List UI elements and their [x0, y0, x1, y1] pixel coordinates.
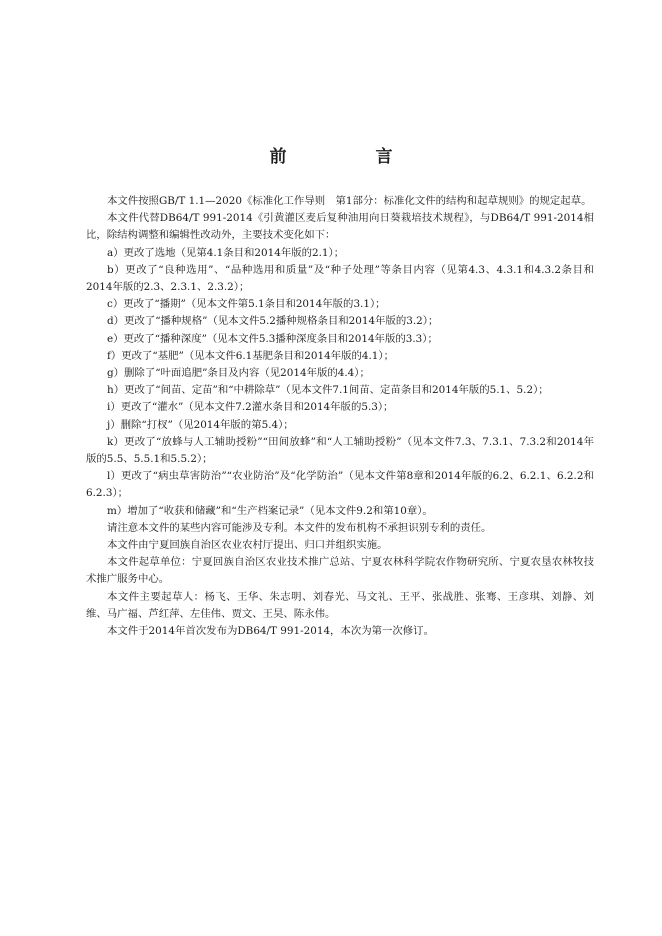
- list-item: d）更改了“播种规格”（见本文件5.2播种规格条目和2014年版的3.2）；: [107, 315, 439, 328]
- list-item: a）更改了选地（见第4.1条目和2014年版的2.1）；: [107, 246, 345, 259]
- paragraph: 本文件起草单位：宁夏回族自治区农业技术推广总站、宁夏农林科学院农作物研究所、宁夏农垦农林牧技术推广服务中心。: [86, 556, 594, 586]
- page-title: 前 言: [269, 147, 429, 167]
- paragraph: 本文件于2014年首次发布为DB64/T 991-2014，本次为第一次修订。: [107, 625, 434, 638]
- list-item: l）更改了“病虫草害防治”“农业防治”及“化学防治”（见本文件第8章和2014年版的6.2、6.2.1、6.2.2和6.2.3）；: [86, 470, 594, 500]
- list-item: j）删除“打杈”（见2014年版的第5.4）；: [107, 418, 294, 431]
- paragraph: 请注意本文件的某些内容可能涉及专利。本文件的发布机构不承担识别专利的责任。: [107, 521, 492, 534]
- paragraph: 本文件按照GB/T 1.1—2020《标准化工作导则 第1部分：标准化文件的结构和起草规则》的规定起草。: [107, 195, 592, 207]
- list-item: h）更改了“间苗、定苗”和“中耕除草”（见本文件7.1间苗、定苗条目和2014年版的5.1、5.2）；: [107, 384, 549, 397]
- foreword-body: [86, 193, 594, 640]
- list-item: f）更改了“基肥”（见本文件6.1基肥条目和2014年版的4.1）；: [107, 349, 394, 362]
- list-item: b）更改了“良种选用”、“品种选用和质量”及“种子处理”等条目内容（见第4.3、4.3.1和4.3.2条目和2014年版的2.3、2.3.1、2.3.2）；: [86, 263, 594, 294]
- list-item: g）删除了“叶面追肥”条目及内容（见2014年版的4.4）；: [107, 367, 370, 380]
- list-item: e）更改了“播种深度”（见本文件5.3播种深度条目和2014年版的3.3）；: [107, 332, 438, 345]
- paragraph: 本文件代替DB64/T 991-2014《引黄灌区麦后复种油用向日葵栽培技术规程》，与DB64/T 991-2014相比，除结构调整和编辑性改动外，主要技术变化如下：: [86, 212, 594, 242]
- paragraph: 本文件主要起草人：杨飞、王华、朱志明、刘春光、马文礼、王平、张战胜、张骞、王彦琪、刘静、刘维、马广福、芦红萍、左佳伟、贾文、王昊、陈永伟。: [86, 590, 594, 620]
- list-item: k）更改了“放蜂与人工辅助授粉”“田间放蜂”和“人工辅助授粉”（见本文件7.3、7.3.1、7.3.2和2014年版的5.5、5.5.1和5.5.2）；: [86, 435, 594, 466]
- list-item: c）更改了“播期”（见本文件第5.1条目和2014年版的3.1）；: [107, 298, 386, 311]
- list-item: m）增加了“收获和储藏”和“生产档案记录”（见本文件9.2和第10章）。: [107, 504, 433, 517]
- list-item: i）更改了“灌水”（见本文件7.2灌水条目和2014年版的5.3）；: [107, 401, 394, 414]
- paragraph: 本文件由宁夏回族自治区农业农村厅提出、归口并组织实施。: [107, 539, 388, 552]
